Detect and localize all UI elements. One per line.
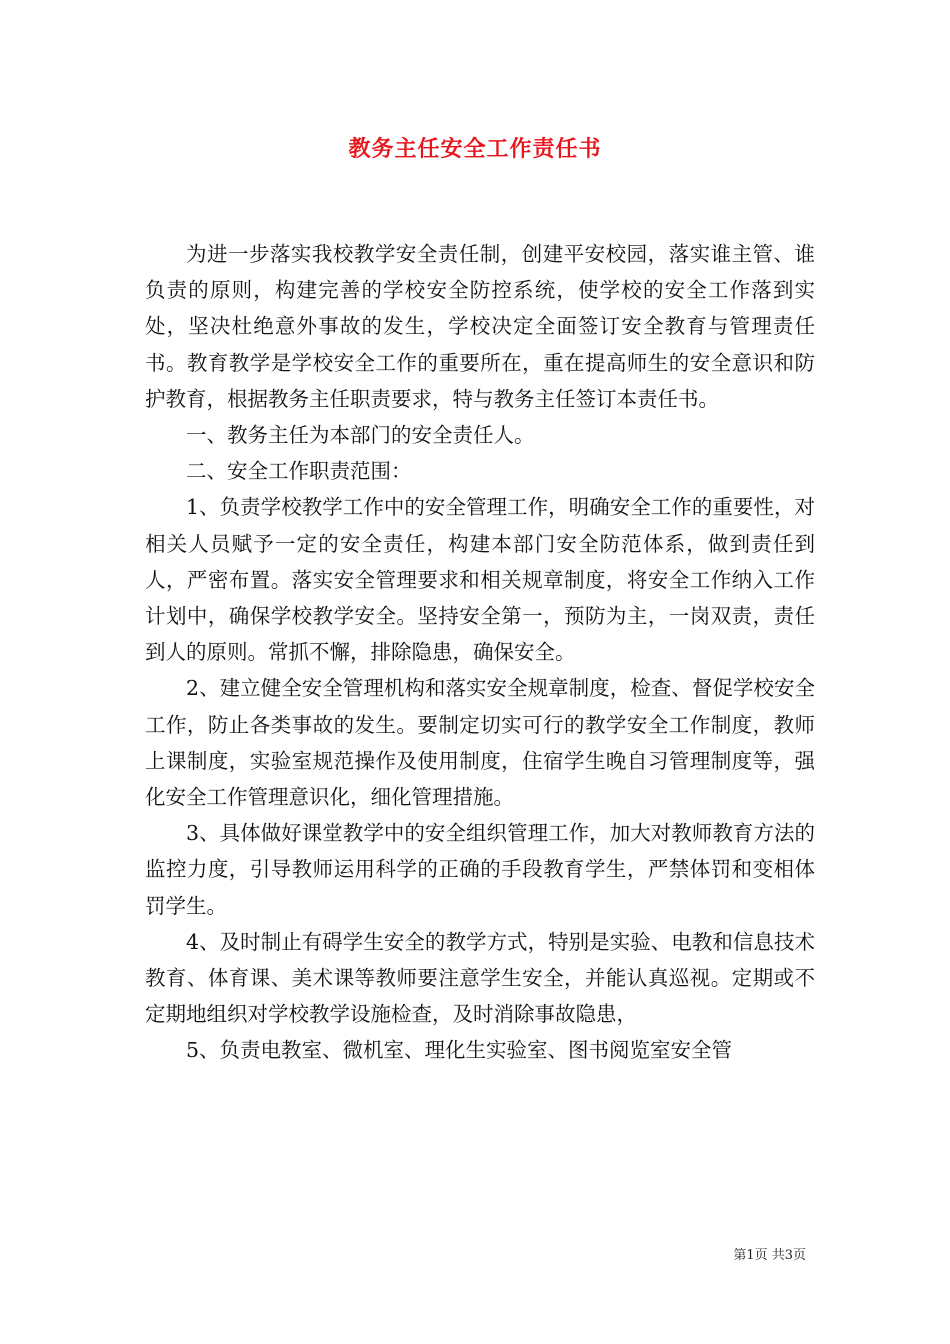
paragraph-item-1: 1、负责学校教学工作中的安全管理工作，明确安全工作的重要性，对相关人员赋予一定的安全责任，构建本部门安全防范体系，做到责任到人，严密布置。落实安全管理要求和相关规章制度，将安全工作纳入工作计划中，确保学校教学安全。坚持安全第一，预防为主，一岗双责，责任到人的原则。常抓不懈，排除隐患，确保安全。 — [145, 495, 815, 665]
document-body — [145, 236, 815, 1069]
page-number-footer: 第1页 共3页 — [733, 1248, 806, 1263]
paragraph-section-2: 二、安全工作职责范围： — [186, 459, 412, 484]
paragraph-section-1: 一、教务主任为本部门的安全责任人。 — [186, 423, 535, 448]
paragraph-item-3: 3、具体做好课堂教学中的安全组织管理工作，加大对教师教育方法的监控力度，引导教师运用科学的正确的手段教育学生，严禁体罚和变相体罚学生。 — [145, 821, 815, 918]
paragraph-item-2: 2、建立健全安全管理机构和落实安全规章制度，检查、督促学校安全工作，防止各类事故的发生。要制定切实可行的教学安全工作制度，教师上课制度，实验室规范操作及使用制度，住宿学生晚自习管理制度等，强化安全工作管理意识化，细化管理措施。 — [145, 676, 815, 810]
document-title: 教务主任安全工作责任书 — [348, 136, 602, 162]
paragraph-intro: 为进一步落实我校教学安全责任制，创建平安校园，落实谁主管、谁负责的原则，构建完善的学校安全防控系统，使学校的安全工作落到实处，坚决杜绝意外事故的发生，学校决定全面签订安全教育与管理责任书。教育教学是学校安全工作的重要所在，重在提高师生的安全意识和防护教育，根据教务主任职责要求，特与教务主任签订本责任书。 — [145, 242, 815, 411]
paragraph-item-4: 4、及时制止有碍学生安全的教学方式，特别是实验、电教和信息技术教育、体育课、美术课等教师要注意学生安全，并能认真巡视。定期或不定期地组织对学校教学设施检查，及时消除事故隐患， — [145, 929, 815, 1027]
paragraph-item-5: 5、负责电教室、微机室、理化生实验室、图书阅览室安全管 — [186, 1038, 733, 1063]
